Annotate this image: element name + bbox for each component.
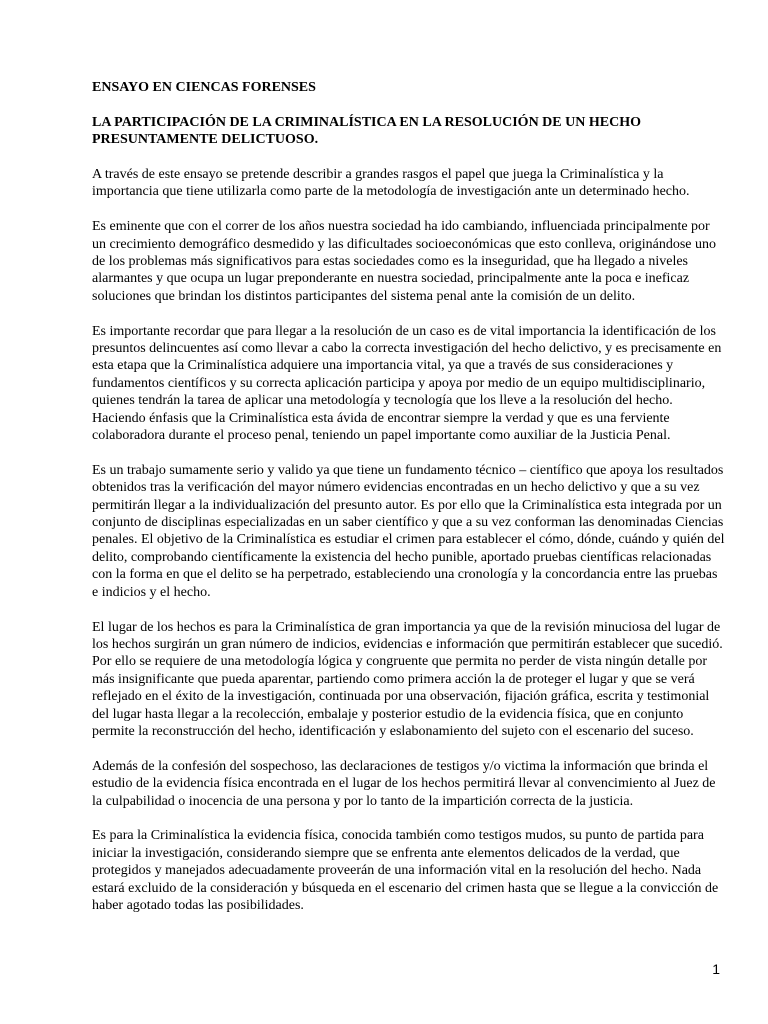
page-number: 1 xyxy=(712,961,720,977)
paragraph-crime-scene: El lugar de los hechos es para la Criminalística de gran importancia ya que de la revisión minuciosa del lugar de los hechos surgirán un gran número de indicios, evidencias e información que permitirán establecer que sucedió. Por ello se requiere de una metodología lógica y congruente que permita no perder de vista ningún detalle por más insignificante que pueda aparentar, partiendo como primera acción la de proteger el lugar y que se verá reflejado en el éxito de la investigación, continuada por una observación, fijación gráfica, escrita y testimonial del lugar hasta llegar a la recolección, embalaje y posterior estudio de la evidencia física, que en conjunto permite la reconstrucción del hecho, identificación y eslabonamiento del sujeto con el escenario del suceso. xyxy=(92,619,723,739)
paragraph-scientific-work: Es un trabajo sumamente serio y valido ya que tiene un fundamento técnico – científico que apoya los resultados obtenidos tras la verificación del mayor número evidencias encontradas en un hecho delictivo y que a su vez permitirán llegar a la individualización del presunto autor. Es por ello que la Criminalística esta integrada por un conjunto de disciplinas especializadas en un saber científico y que a su vez conforman las denominadas Ciencias penales. El objetivo de la Criminalística es estudiar el crimen para establecer el cómo, dónde, cuándo y quién del delito, comprobando científicamente la existencia del hecho punible, aportado pruebas científicas relacionadas con la forma en que el delito se ha perpetrado, estableciendo una cronología y la concordancia entre las pruebas e indicios y el hecho. xyxy=(92,462,725,600)
document-title: ENSAYO EN CIENCAS FORENSES xyxy=(92,80,316,95)
paragraph-physical-evidence: Es para la Criminalística la evidencia física, conocida también como testigos mudos, su punto de partida para iniciar la investigación, considerando siempre que se enfrenta ante elementos delicados de la verdad, que protegidos y manejados adecuadamente proveerán de una información vital en la resolución del hecho. Nada estará excluido de la consideración y búsqueda en el escenario del crimen hasta que se llegue a la convicción de haber agotado todas las posibilidades. xyxy=(92,828,719,913)
document-page xyxy=(92,79,726,932)
paragraph-intro: A través de este ensayo se pretende describir a grandes rasgos el papel que juega la Criminalística y la importancia que tiene utilizarla como parte de la metodología de investigación ante un determinado hecho. xyxy=(92,167,690,200)
document-subtitle: LA PARTICIPACIÓN DE LA CRIMINALÍSTICA EN LA RESOLUCIÓN DE UN HECHO PRESUNTAMENTE DELICTUOSO. xyxy=(92,115,641,147)
paragraph-society: Es eminente que con el correr de los años nuestra sociedad ha ido cambiando, influenciada principalmente por un crecimiento demográfico desmedido y las dificultades socioeconómicas que esto conlleva, originándose uno de los problemas más significativos para estas sociedades como es la inseguridad, que ha llegado a niveles alarmantes y que ocupa un lugar preponderante en nuestra sociedad, principalmente ante la poca e ineficaz soluciones que brindan los distintos participantes del sistema penal ante la comisión de un delito. xyxy=(92,219,716,304)
paragraph-confession: Además de la confesión del sospechoso, las declaraciones de testigos y/o victima la información que brinda el estudio de la evidencia física encontrada en el lugar de los hechos permitirá llevar al convencimiento al Juez de la culpabilidad o inocencia de una persona y por lo tanto de la impartición correcta de la justicia. xyxy=(92,758,716,809)
paragraph-resolution: Es importante recordar que para llegar a la resolución de un caso es de vital importancia la identificación de los presuntos delincuentes así como llevar a cabo la correcta investigación del hecho delictivo, y es precisamente en esta etapa que la Criminalística adquiere una importancia vital, ya que a través de sus consideraciones y fundamentos científicos y su correcta aplicación participa y apoya por medio de un equipo multidisciplinario, quienes tendrán la tarea de aplicar una metodología y tecnología que los lleve a la resolución del hecho. Haciendo énfasis que la Criminalística esta ávida de encontrar siempre la verdad y que es una ferviente colaboradora durante el proceso penal, teniendo un papel importante como auxiliar de la Justicia Penal. xyxy=(92,323,722,444)
